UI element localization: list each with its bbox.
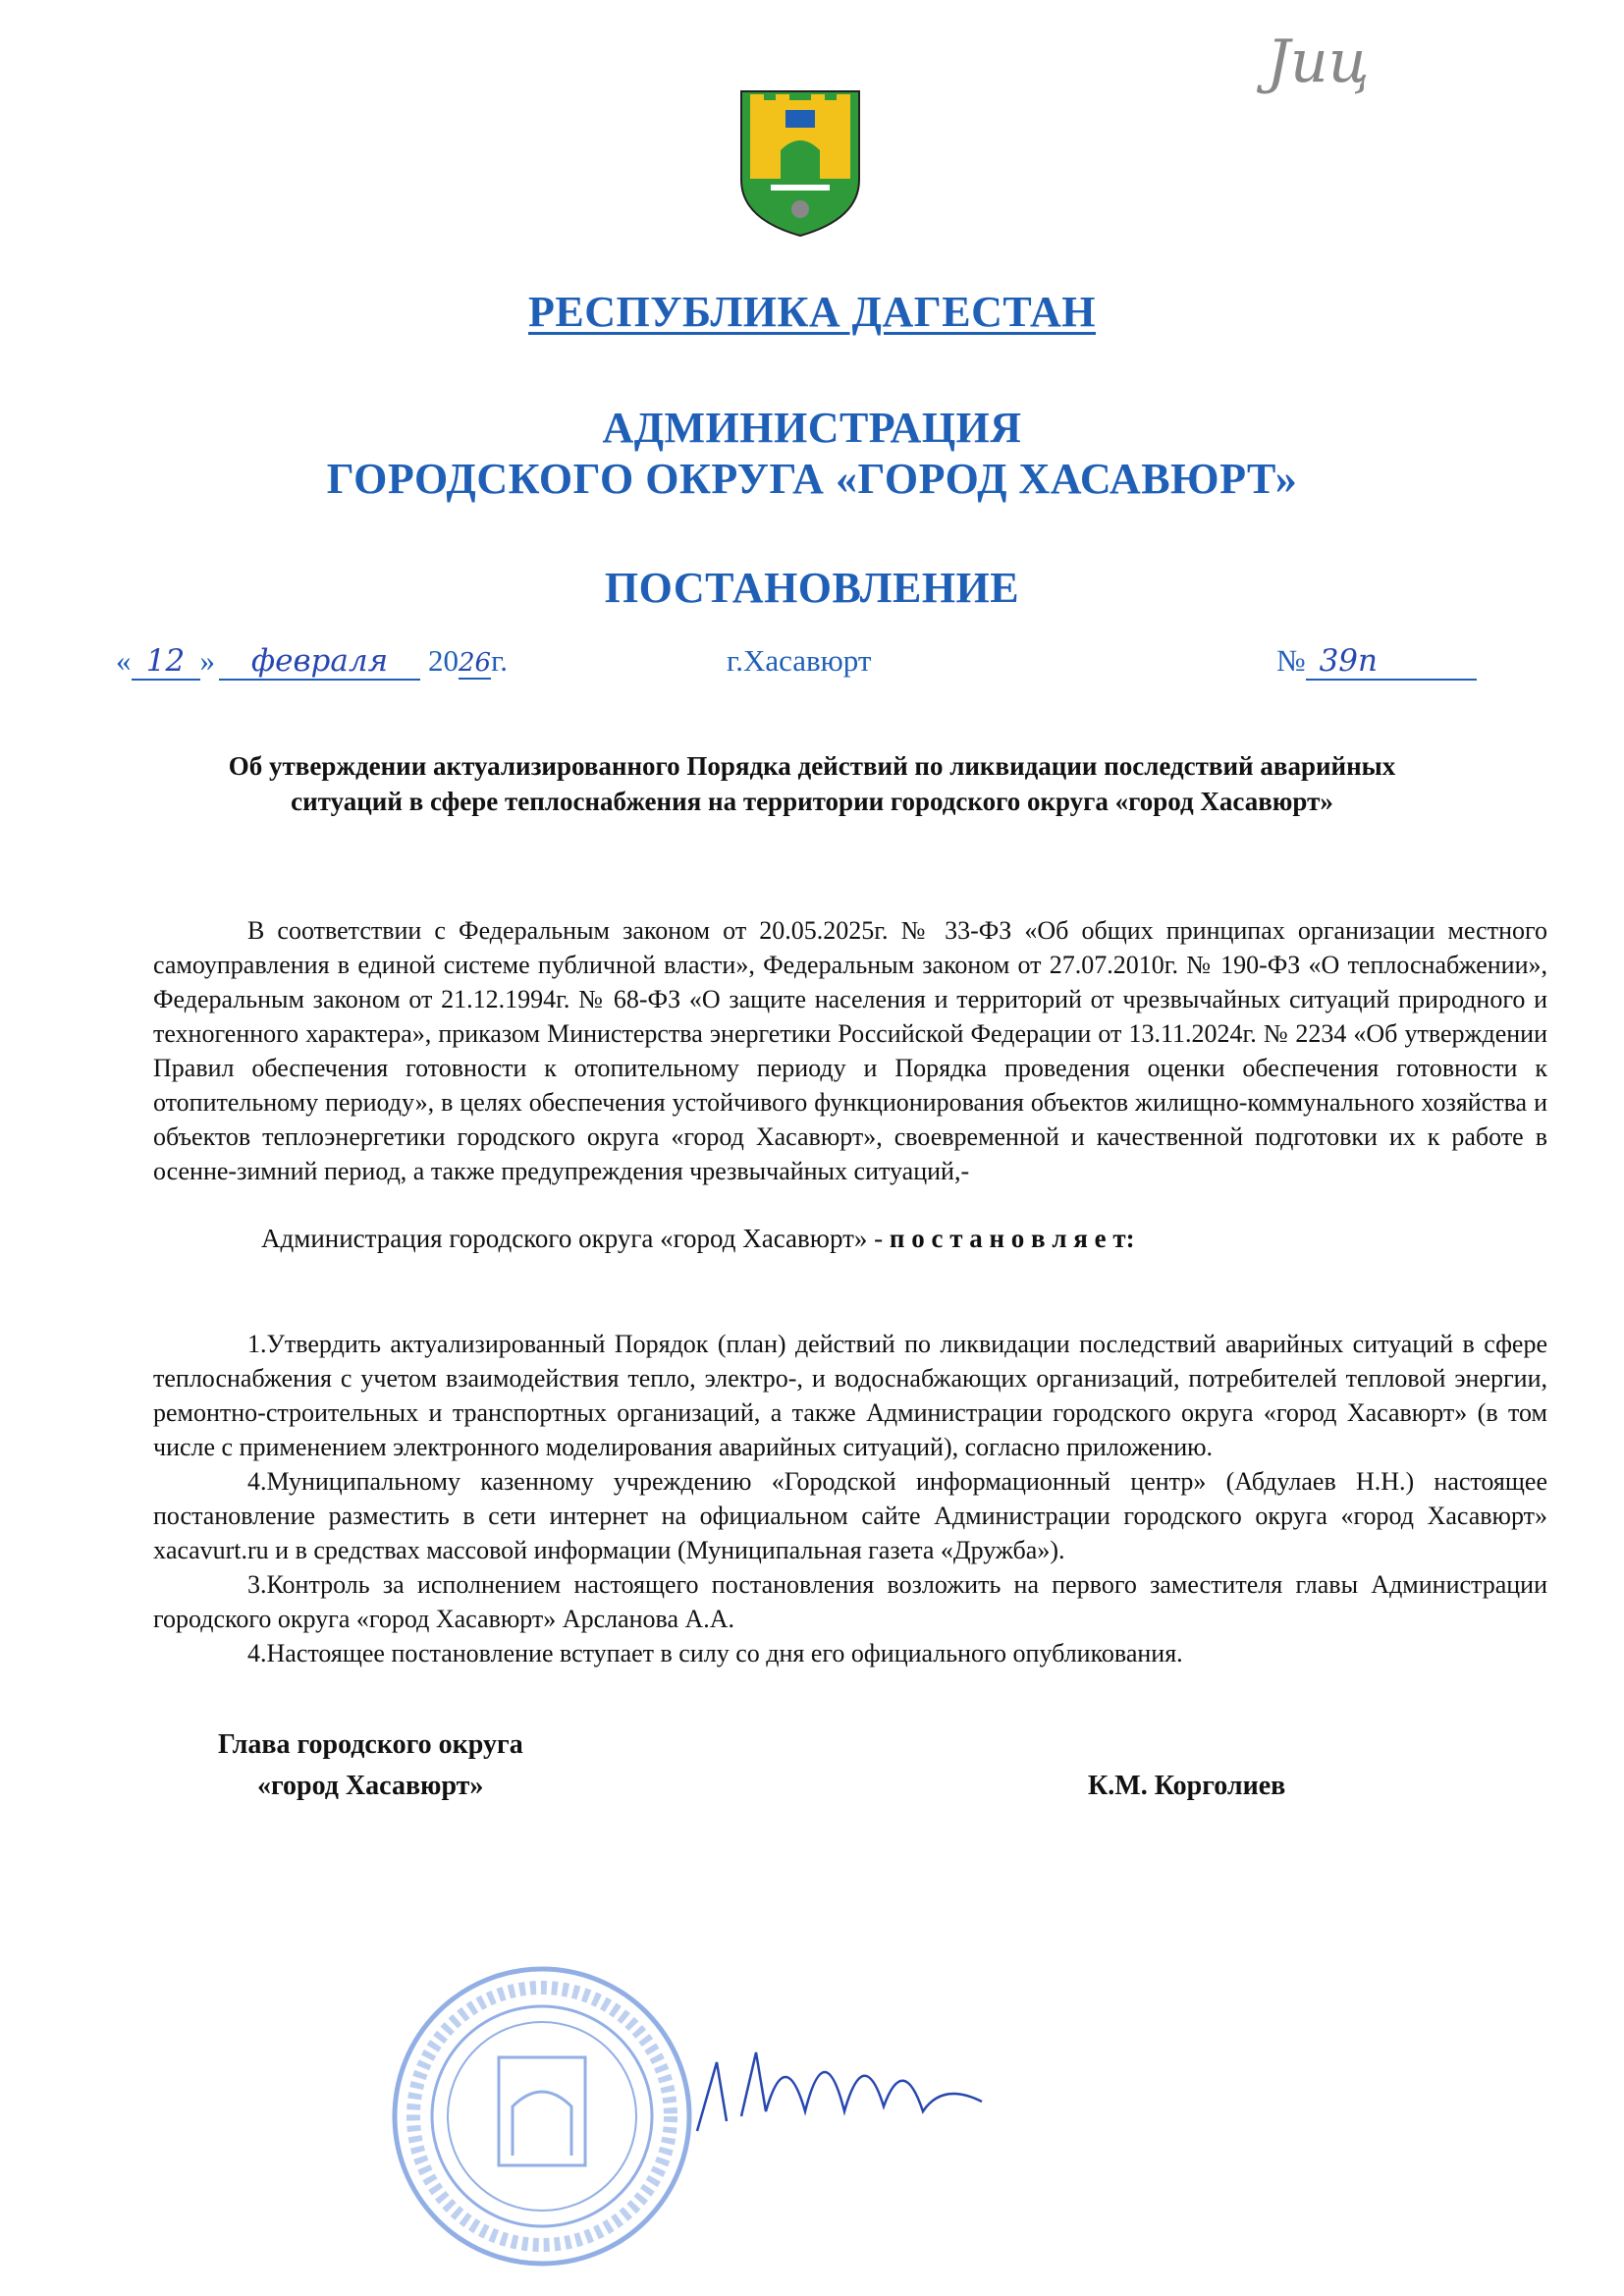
date-line [116,643,508,681]
item-2: 4.Муниципальному казенному учреждению «Городской информационный центр» (Абдулаев Н.Н.) настоящее постановление разместить в сети интернет на официальном сайте Администрации городского округа «город Хасавюрт» xacavurt.ru и в средствах массовой информации (Муниципальная газета «Дружба»). [153,1467,1547,1564]
signatory-title-line1: Глава городского округа [218,1729,523,1760]
date-year-unit: г. [491,643,509,678]
document-subject: Об утверждении актуализированного Порядка действий по ликвидации последствий аварийных ситуаций в сфере теплоснабжения на территории городского округа «город Хасавюрт» [228,751,1396,816]
handwritten-signature [687,2023,1011,2151]
signature-block [153,1725,1547,1814]
resolution-subject: Администрация городского округа «город Хасавюрт» - [261,1224,884,1253]
official-seal-stamp [389,1959,695,2273]
preamble-text: В соответствии с Федеральным законом от 20.05.2025г. № 33-ФЗ «Об общих принципах организации местного самоуправления в единой системе публичной власти», Федеральным законом от 27.07.2010г. № 190-ФЗ «О теплоснабжении», Федеральным законом от 21.12.1994г. № 68-ФЗ «О защите населения и территорий от чрезвычайных ситуаций природного и техногенного характера», приказом Министерства энергетики Российской Федерации от 13.11.2024г. № 2234 «Об утверждении Правил обеспечения готовности к отопительному периоду и Порядка проведения оценки обеспечения готовности к отопительному периоду», в целях обеспечения устойчивого функционирования объектов жилищно-коммунального хозяйства и объектов теплоэнергетики городского округа «город Хасавюрт», своевременной и качественной подготовки их к работе в осенне-зимний период, а также предупреждения чрезвычайных ситуаций,- [153,916,1547,1185]
number-value: 39п [1306,643,1477,681]
document-city: г.Хасавюрт [727,643,872,678]
date-open-quote: « [116,643,132,678]
date-year-suffix: 26 [459,648,492,678]
handwritten-corner-mark: Јиц [1267,27,1370,96]
document-number [1276,643,1477,681]
republic-title: РЕСПУБЛИКА ДАГЕСТАН [527,288,1097,336]
document-body [153,913,1547,1814]
city-coat-of-arms-icon [736,86,864,239]
date-month: февраля [219,643,420,681]
item-3: 3.Контроль за исполнением настоящего постановления возложить на первого заместителя главы Администрации городского округа «город Хасавюрт» Арсланова А.А. [153,1570,1547,1633]
item-1: 1.Утвердить актуализированный Порядок (план) действий по ликвидации последствий аварийных ситуаций в сфере теплоснабжения с учетом взаимодействия тепло, электро-, и водоснабжающих организаций, потребителей тепловой энергии, ремонтно-строительных и транспортных организаций, а также Администрации городского округа «город Хасавюрт» (в том числе с применением электронного моделирования аварийных ситуаций), согласно приложению. [153,1330,1547,1461]
signatory-name: К.М. Корголиев [1088,1771,1286,1801]
administration-title-line1: АДМИНИСТРАЦИЯ [602,404,1022,452]
signatory-title-line2: «город Хасавюрт» [257,1771,484,1801]
resolution-items [153,1327,1547,1670]
administration-title-line2: ГОРОДСКОГО ОКРУГА «ГОРОД ХАСАВЮРТ» [326,455,1298,503]
document-type-title: ПОСТАНОВЛЕНИЕ [604,564,1020,612]
number-label: № [1276,643,1306,678]
resolution-line [261,1222,1547,1256]
resolution-verb: п о с т а н о в л я е т: [889,1224,1135,1253]
date-day: 12 [132,643,200,681]
item-4: 4.Настоящее постановление вступает в силу со дня его официального опубликования. [247,1639,1183,1667]
date-close-quote: » [199,643,215,678]
date-year-prefix: 20 [428,643,459,678]
preamble [153,913,1547,1188]
